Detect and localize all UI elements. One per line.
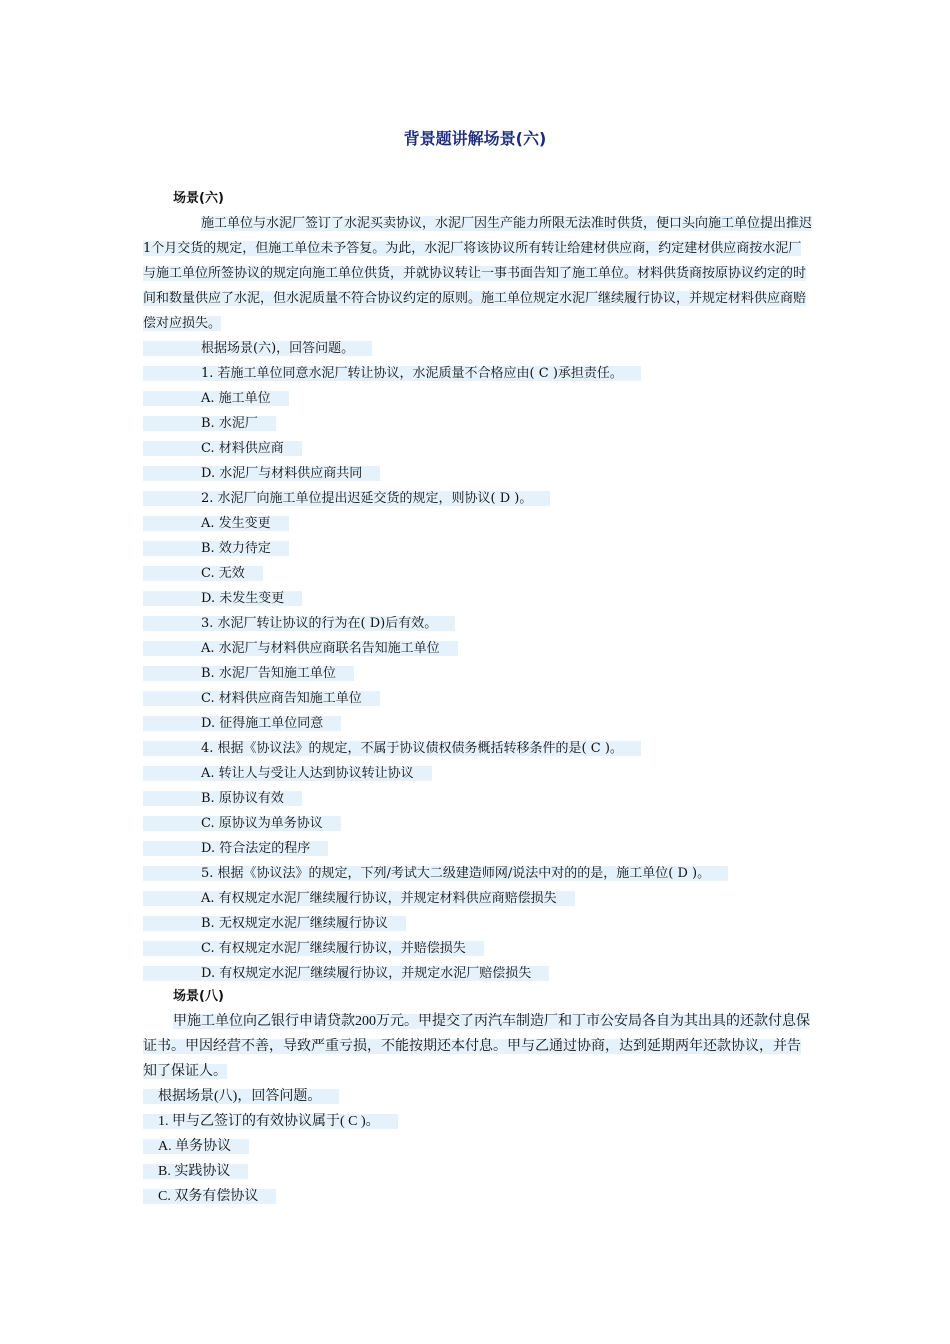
question-line	[143, 936, 813, 961]
question-line-text: 1. 甲与乙签订的有效协议属于( C )。	[143, 1114, 398, 1129]
scene6-section	[143, 186, 813, 986]
question-line	[143, 361, 813, 386]
question-line-text: C. 双务有偿协议	[143, 1189, 276, 1204]
question-line	[143, 836, 813, 861]
question-line	[143, 461, 813, 486]
question-line-text: A. 水泥厂与材料供应商联名告知施工单位	[143, 641, 458, 656]
question-line-text: B. 实践协议	[143, 1164, 248, 1179]
question-line	[143, 1084, 813, 1109]
question-line-text: 3. 水泥厂转让协议的行为在( D)后有效。	[143, 616, 455, 631]
question-line	[143, 386, 813, 411]
question-line	[143, 711, 813, 736]
question-line-text: 1. 若施工单位同意水泥厂转让协议，水泥质量不合格应由( C )承担责任。	[143, 366, 641, 381]
question-line-text: 5. 根据《协议法》的规定，下列/考试大二级建造师网/说法中对的的是，施工单位( D )。	[143, 866, 728, 881]
question-line-text: 根据场景(六)，回答问题。	[143, 341, 372, 356]
question-line	[143, 561, 813, 586]
question-line	[143, 736, 813, 761]
question-line-text: D. 征得施工单位同意	[143, 716, 341, 731]
question-line	[143, 336, 813, 361]
question-line-text: C. 材料供应商	[143, 441, 302, 456]
scene6-paragraph	[143, 211, 813, 336]
scene8-paragraph	[143, 1009, 813, 1084]
question-line	[143, 961, 813, 986]
question-line	[143, 586, 813, 611]
question-line	[143, 1134, 813, 1159]
question-line	[143, 1184, 813, 1209]
question-line	[143, 786, 813, 811]
question-line-text: C. 原协议为单务协议	[143, 816, 341, 831]
question-line-text: B. 无权规定水泥厂继续履行协议	[143, 916, 406, 931]
question-line	[143, 661, 813, 686]
scene6-paragraph-text: 施工单位与水泥厂签订了水泥买卖协议，水泥厂因生产能力所限无法准时供货，便口头向施工单位提出推迟1个月交货的规定，但施工单位未予答复。为此，水泥厂将该协议所有转让给建材供应商，约定建材供应商按水泥厂与施工单位所签协议的规定向施工单位供货，并就协议转让一事书面告知了施工单位。材料供货商按原协议约定的时间和数量供应了水泥，但水泥质量不符合协议约定的原则。施工单位规定水泥厂继续履行协议，并规定材料供应商赔偿对应损失。	[143, 216, 813, 331]
scene6-question-list	[143, 336, 813, 986]
question-line	[143, 611, 813, 636]
question-line-text: B. 水泥厂告知施工单位	[143, 666, 354, 681]
question-line	[143, 486, 813, 511]
question-line	[143, 536, 813, 561]
scene8-heading: 场景(八)	[173, 989, 224, 1004]
question-line-text: A. 有权规定水泥厂继续履行协议，并规定材料供应商赔偿损失	[143, 891, 575, 906]
question-line	[143, 861, 813, 886]
question-line-text: D. 有权规定水泥厂继续履行协议，并规定水泥厂赔偿损失	[143, 966, 549, 981]
question-line-text: 2. 水泥厂向施工单位提出迟延交货的规定，则协议( D )。	[143, 491, 550, 506]
scene8-question-list	[143, 1084, 813, 1209]
question-line-text: C. 材料供应商告知施工单位	[143, 691, 380, 706]
page-title: 背景题讲解场景(六)	[403, 129, 547, 148]
question-line	[143, 686, 813, 711]
question-line	[143, 1159, 813, 1184]
question-line-text: D. 符合法定的程序	[143, 841, 328, 856]
question-line	[143, 411, 813, 436]
question-line	[143, 761, 813, 786]
scene8-paragraph-text: 甲施工单位向乙银行申请贷款200万元。甲提交了丙汽车制造厂和丁市公安局各自为其出具的还款付息保证书。甲因经营不善，导致严重亏损，不能按期还本付息。甲与乙通过协商，达到延期两年还款协议，并告知了保证人。	[143, 1014, 810, 1079]
question-line	[143, 636, 813, 661]
question-line-text: A. 施工单位	[143, 391, 289, 406]
question-line	[143, 1109, 813, 1134]
question-line-text: B. 效力待定	[143, 541, 289, 556]
scene8-section	[143, 984, 813, 1209]
question-line-text: C. 有权规定水泥厂继续履行协议，并赔偿损失	[143, 941, 484, 956]
question-line-text: D. 未发生变更	[143, 591, 302, 606]
question-line	[143, 911, 813, 936]
question-line	[143, 886, 813, 911]
question-line	[143, 511, 813, 536]
question-line-text: A. 单务协议	[143, 1139, 249, 1154]
question-line-text: C. 无效	[143, 566, 263, 581]
question-line	[143, 811, 813, 836]
scene6-heading: 场景(六)	[173, 191, 224, 206]
question-line-text: A. 发生变更	[143, 516, 289, 531]
question-line-text: D. 水泥厂与材料供应商共同	[143, 466, 380, 481]
question-line-text: 4. 根据《协议法》的规定，不属于协议债权债务概括转移条件的是( C )。	[143, 741, 641, 756]
question-line-text: B. 水泥厂	[143, 416, 276, 431]
question-line-text: A. 转让人与受让人达到协议转让协议	[143, 766, 432, 781]
question-line	[143, 436, 813, 461]
question-line-text: 根据场景(八)，回答问题。	[143, 1089, 339, 1104]
question-line-text: B. 原协议有效	[143, 791, 302, 806]
